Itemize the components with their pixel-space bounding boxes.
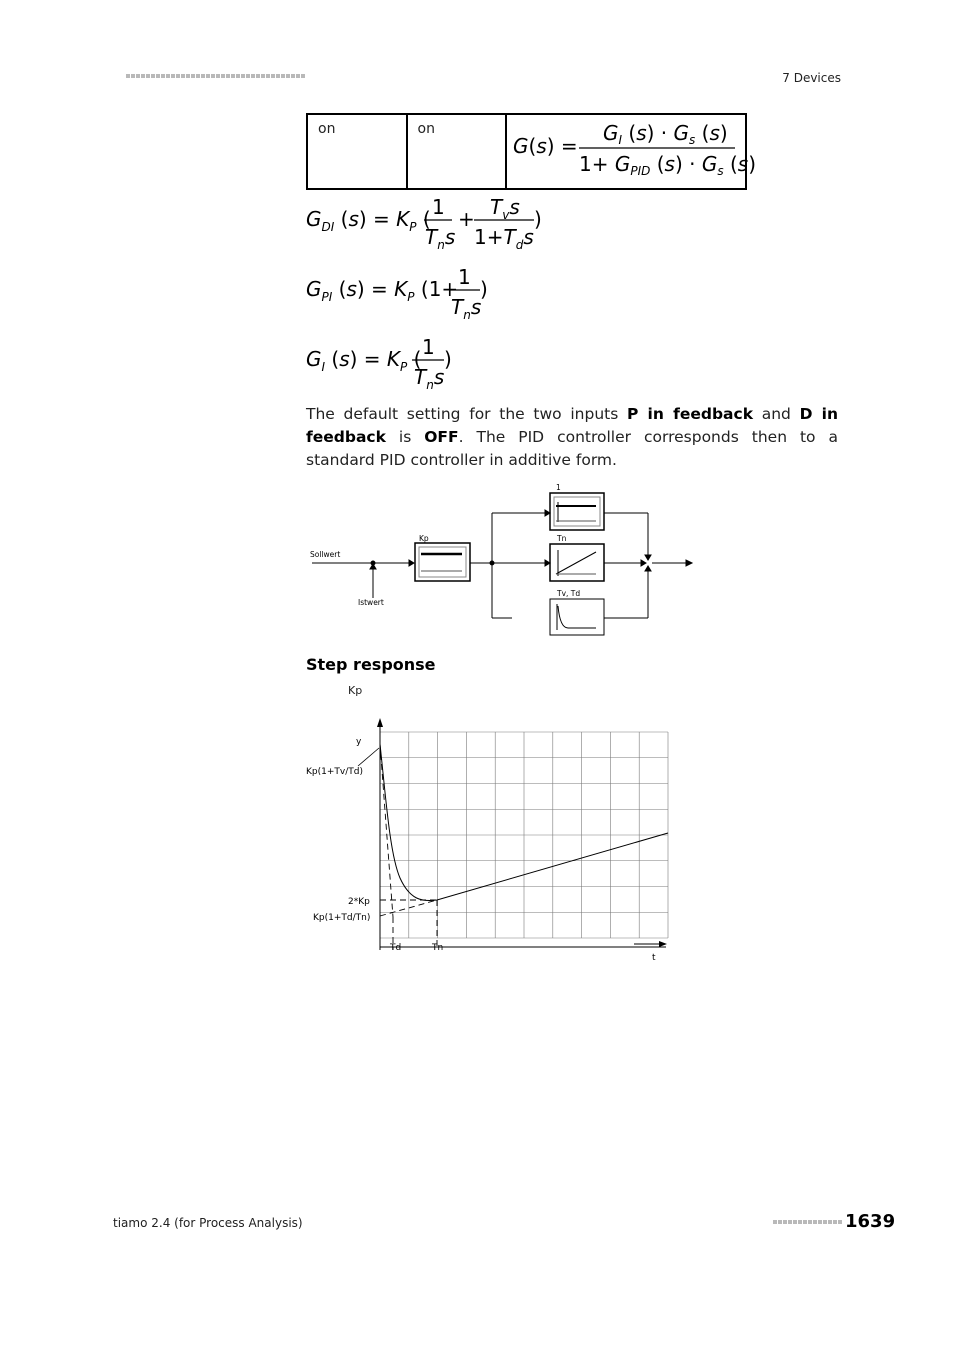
bold-term: OFF [424, 428, 459, 446]
svg-text:Tns: $T_ns$ [451, 295, 482, 322]
svg-text:1: 1 [422, 335, 435, 359]
tn-label: Tn [432, 943, 444, 953]
svg-text:1+Tds: $1+T_ds$ [474, 225, 534, 252]
peak-label: Kp(1+Tv/Td) [306, 767, 363, 777]
input-label: Sollwert [310, 550, 341, 559]
svg-text:1: 1 [432, 195, 445, 219]
settings-table [306, 113, 756, 190]
formula-gpi [300, 262, 500, 324]
formula-gdi [300, 192, 560, 254]
td-label: Td [390, 943, 402, 953]
branch-label: 1 [556, 483, 561, 492]
x-axis-label: t [652, 953, 656, 963]
text-run: and [753, 405, 800, 423]
bold-term: D in feedback [306, 405, 838, 446]
footer-decoration [773, 1220, 842, 1224]
svg-text:GI (s) · Gs (s): $G_I$ $(s) \cdot G_s$ (s) [603, 121, 728, 147]
svg-text:): ) [444, 347, 452, 371]
branch-label: Tv, Td [557, 589, 581, 598]
text-run: . The PID controller corresponds then to a standard PID controller in additive form. [306, 428, 838, 469]
svg-text:+: + [458, 207, 475, 231]
svg-text:1: 1 [458, 265, 471, 289]
table-cell: on [307, 114, 407, 189]
product-name: tiamo 2.4 (for Process Analysis) [113, 1216, 303, 1230]
formula-gi [300, 332, 470, 394]
section-title: 7 Devices [782, 71, 841, 85]
gain-label: Kp [419, 534, 429, 543]
table-cell: on [407, 114, 507, 189]
level-label: 2*Kp [348, 897, 370, 907]
header-decoration [126, 74, 305, 78]
y-axis-label: y [356, 737, 362, 747]
svg-text:Tvs: $T_vs$ [490, 195, 520, 222]
svg-text:Tns: $T_ns$ [425, 225, 456, 252]
transfer-function-cell [506, 114, 756, 189]
branch-label: Tn [557, 534, 567, 543]
svg-text:GPI (s) = KP (1+: $G_{PI}$ $(s) = K_P$ (1+ [306, 277, 459, 304]
pid-block-diagram [300, 478, 700, 643]
top-label: Kp [348, 684, 363, 697]
formula-closed-loop [507, 115, 756, 184]
text-run: The default setting for the two inputs [306, 405, 628, 423]
svg-text:): ) [534, 207, 542, 231]
chart-grid [380, 732, 668, 938]
step-response-chart [300, 680, 680, 970]
text-run: is [385, 428, 425, 446]
svg-text:): ) [480, 277, 488, 301]
svg-text:Tns: $T_ns$ [414, 365, 445, 392]
bold-term: P in feedback [627, 405, 753, 423]
section-heading: Step response [306, 655, 436, 674]
svg-text:GDI (s) = KP (: $G_{DI}$ $(s) = K_P$ ( [306, 207, 431, 234]
description-paragraph [306, 403, 838, 472]
svg-text:1+ GPID (s) · Gs (s): $1+ G_{PID}$ $(s) \cdot G_s$ (s) [579, 152, 756, 178]
feedback-label: Istwert [358, 598, 384, 607]
page-number: 1639 [845, 1211, 896, 1232]
svg-text:GI (s) = KP (: $G_I$ $(s) = K_P$ ( [306, 347, 422, 374]
level-label: Kp(1+Td/Tn) [313, 913, 371, 923]
svg-text:G(s) =: G(s) = [513, 134, 578, 158]
